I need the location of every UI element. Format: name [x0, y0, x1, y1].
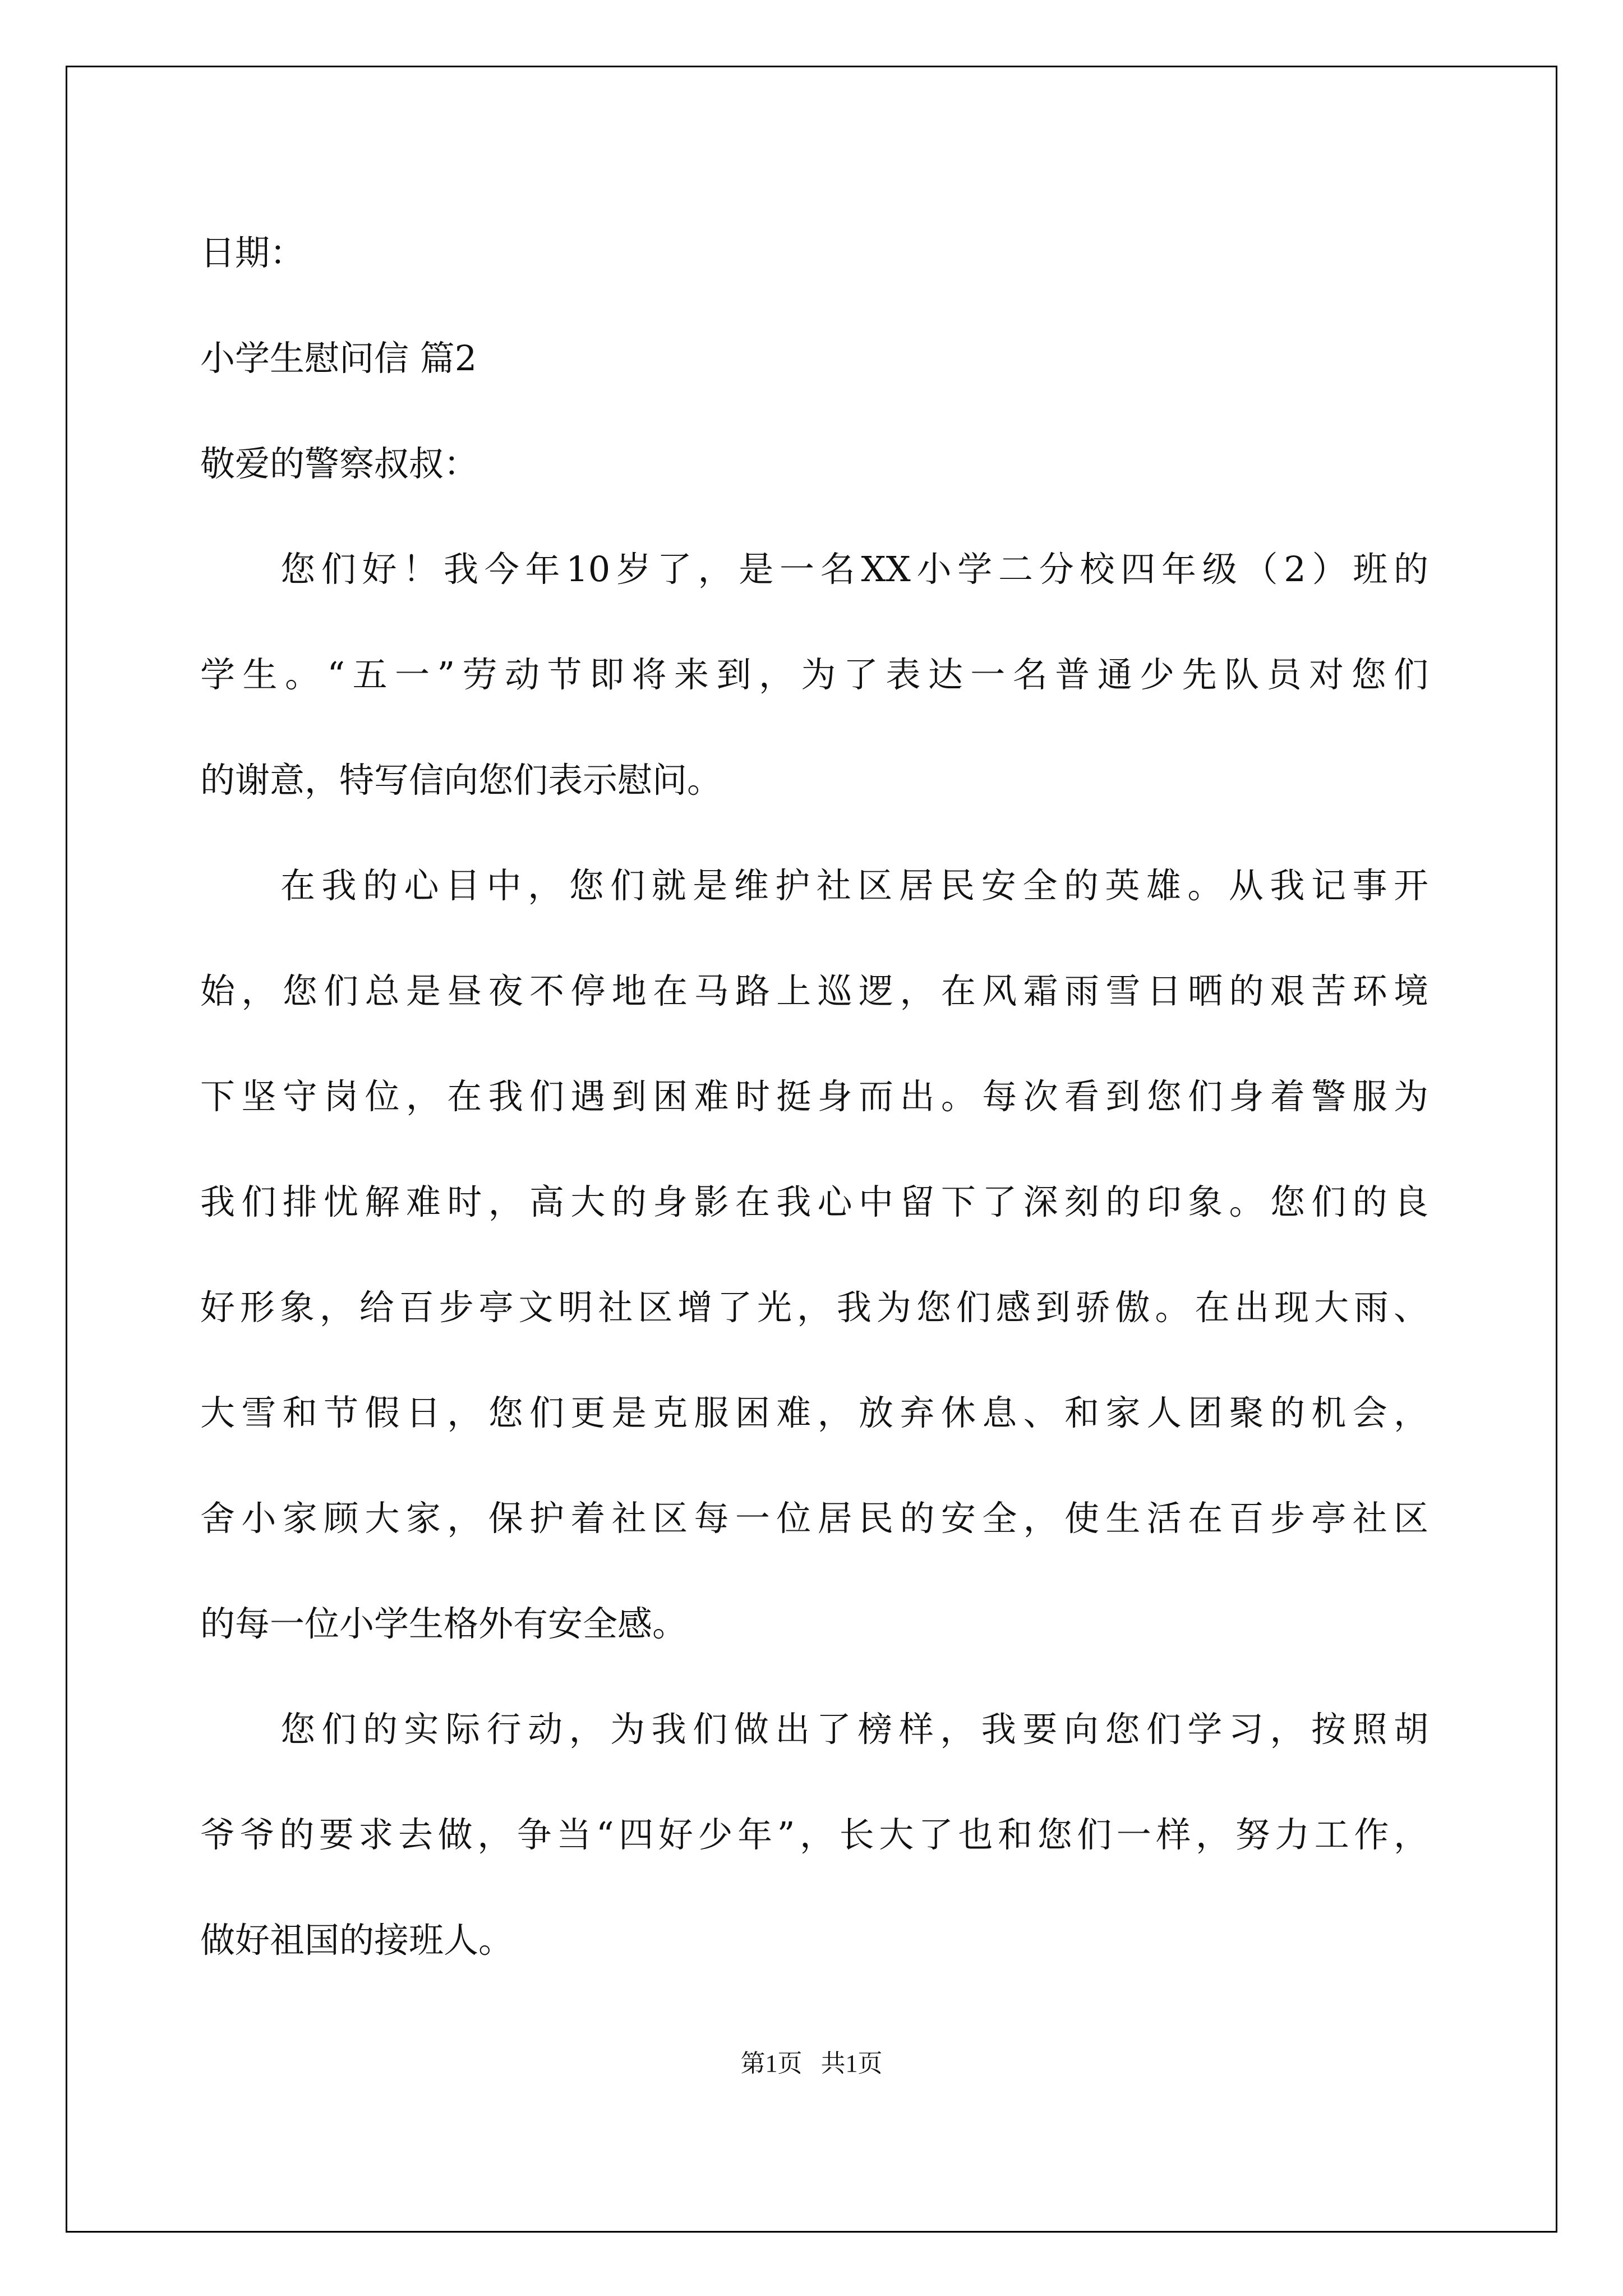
paragraph-line: 始，您们总是昼夜不停地在马路上巡逻，在风霜雨雪日晒的艰苦环境: [200, 970, 1428, 1011]
page-border: [66, 66, 1557, 2233]
paragraph-line: 好形象，给百步亭文明社区增了光，我为您们感到骄傲。在出现大雨、: [200, 1287, 1428, 1328]
date-label: 日期：: [200, 232, 305, 273]
paragraph-line: 大雪和节假日，您们更是克服困难，放弃休息、和家人团聚的机会，: [200, 1392, 1428, 1433]
paragraph-line: 做好祖国的接班人。: [200, 1920, 514, 1961]
paragraph-line: 的谢意，特写信向您们表示慰问。: [200, 760, 722, 800]
paragraph-line: 在我的心目中，您们就是维护社区居民安全的英雄。从我记事开: [280, 865, 1428, 906]
paragraph-line: 的每一位小学生格外有安全感。: [200, 1603, 688, 1644]
paragraph-line: 您们好！我今年10岁了，是一名XX小学二分校四年级（2）班的: [280, 549, 1428, 590]
letter-title: 小学生慰问信 篇2: [200, 338, 477, 379]
paragraph-line: 下坚守岗位，在我们遇到困难时挺身而出。每次看到您们身着警服为: [200, 1076, 1428, 1117]
paragraph-line: 我们排忧解难时，高大的身影在我心中留下了深刻的印象。您们的良: [200, 1181, 1428, 1222]
salutation: 敬爱的警察叔叔：: [200, 443, 479, 484]
paragraph-line: 学生。“五一”劳动节即将来到，为了表达一名普通少先队员对您们: [200, 654, 1428, 695]
paragraph-line: 爷爷的要求去做，争当“四好少年”，长大了也和您们一样，努力工作，: [200, 1814, 1428, 1855]
page-footer: 第1页 共1页: [740, 2050, 883, 2077]
paragraph-line: 舍小家顾大家，保护着社区每一位居民的安全，使生活在百步亭社区: [200, 1498, 1428, 1539]
paragraph-line: 您们的实际行动，为我们做出了榜样，我要向您们学习，按照胡: [280, 1709, 1428, 1750]
